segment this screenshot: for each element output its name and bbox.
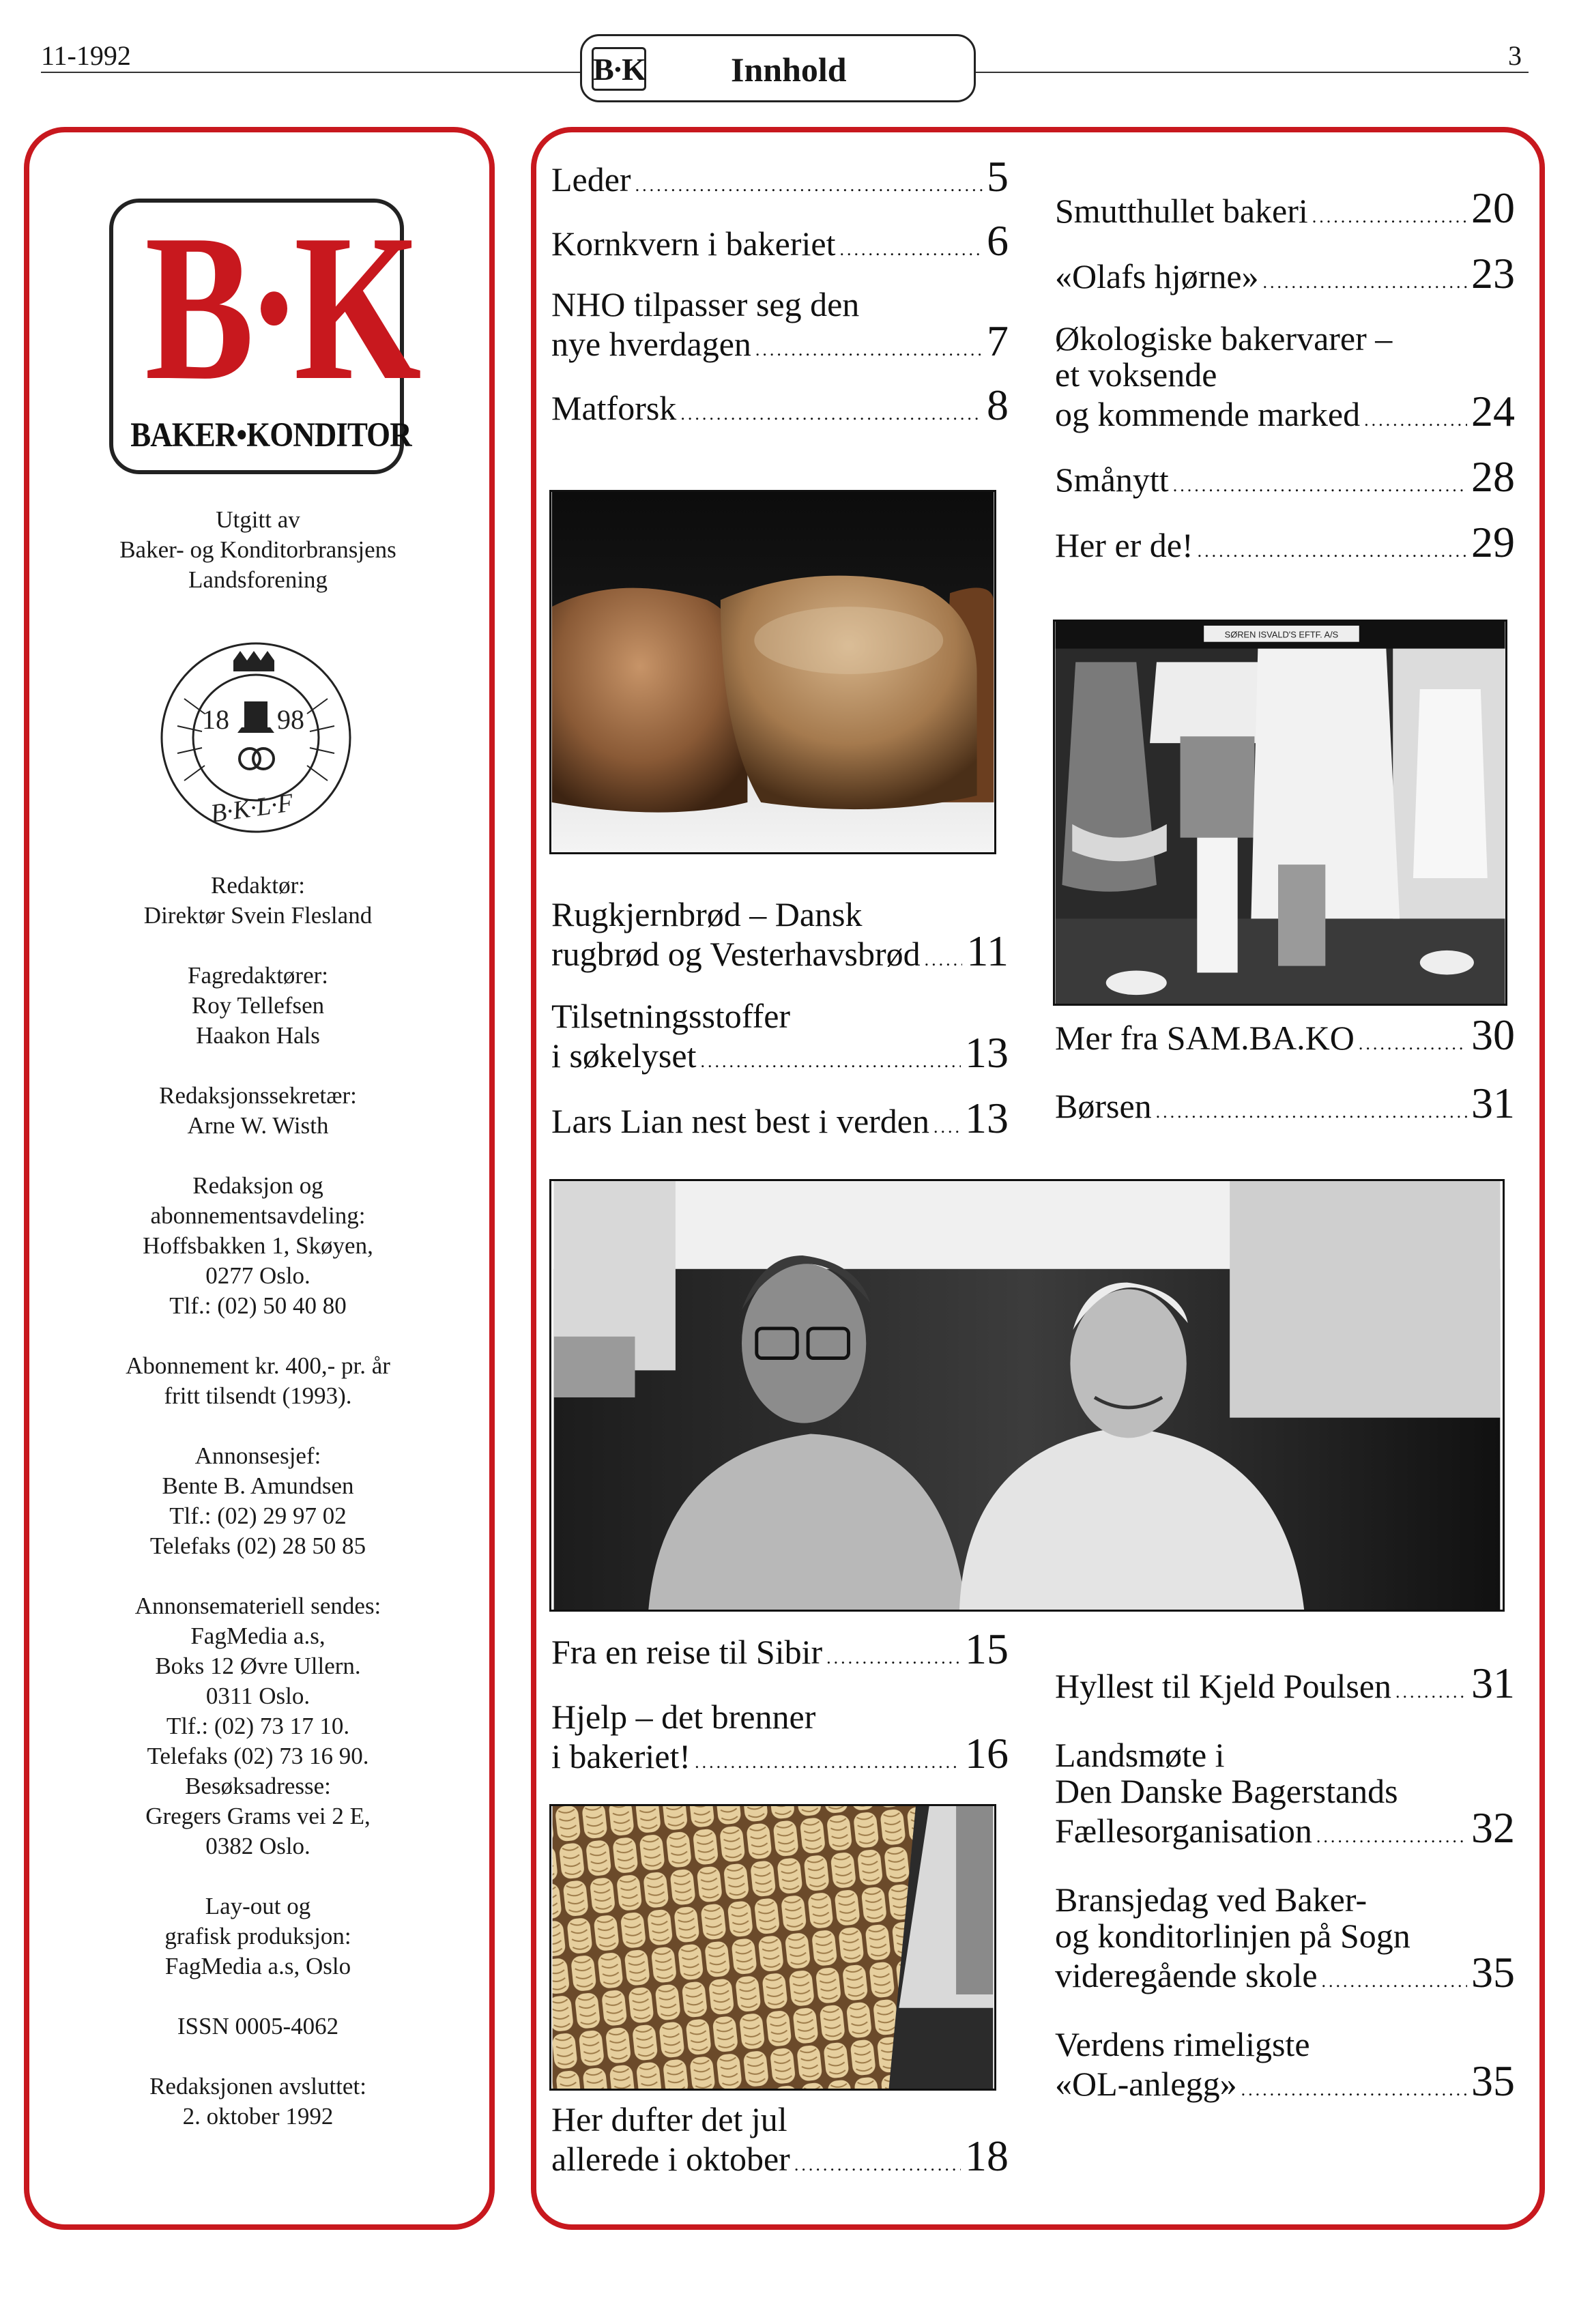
logo-subtitle: BAKER•KONDITOR <box>130 416 411 454</box>
toc-entry[interactable] <box>551 152 1009 203</box>
info-line: 0382 Oslo. <box>205 1833 310 1859</box>
info-line: Redaksjon og <box>192 1172 323 1199</box>
toc-entry-title: rugbrød og Vesterhavsbrød <box>551 935 921 973</box>
header-logo: B·K <box>592 47 646 91</box>
toc-entry[interactable] <box>1055 1011 1515 1062</box>
info-line: Hoffsbakken 1, Skøyen, <box>143 1232 373 1259</box>
toc-entry-title: Hjelp – det brenner <box>551 1698 816 1736</box>
info-line: Gregers Grams vei 2 E, <box>145 1803 371 1829</box>
info-line: abonnementsavdeling: <box>150 1202 366 1229</box>
info-line: Direktør Svein Flesland <box>143 902 373 929</box>
publisher-line: Utgitt av <box>216 506 300 533</box>
info-line: Abonnement kr. 400,- pr. år <box>126 1352 390 1379</box>
info-line: grafisk produksjon: <box>164 1923 351 1949</box>
toc-entry[interactable] <box>1055 321 1515 438</box>
toc-entry-title: NHO tilpasser seg den <box>551 285 860 323</box>
info-line: Fagredaktører: <box>187 962 329 989</box>
toc-entry-title: «Olafs hjørne» <box>1055 257 1259 295</box>
toc-entry[interactable] <box>551 2102 1009 2183</box>
emblem-initials: B·K·L·F <box>209 788 295 828</box>
info-line: 0311 Oslo. <box>205 1683 310 1709</box>
toc-entry[interactable] <box>1055 518 1515 569</box>
toc-entry-title: og kommende marked <box>1055 395 1361 433</box>
toc-entry-page: 13 <box>965 1028 1009 1077</box>
toc-entry-title: «OL-anlegg» <box>1055 2065 1237 2103</box>
info-line: Annonsesjef: <box>194 1442 321 1469</box>
toc-entry-title: Smånytt <box>1055 461 1169 499</box>
toc-entry[interactable] <box>1055 1659 1515 1710</box>
toc-entry-title: i bakeriet! <box>551 1737 691 1775</box>
info-line: 0277 Oslo. <box>205 1262 310 1289</box>
toc-entry[interactable] <box>1055 249 1515 300</box>
toc-entry-title: Matforsk <box>551 389 677 427</box>
toc-entry-page: 8 <box>987 381 1009 429</box>
bklf-emblem <box>157 637 355 838</box>
toc-entry-page: 35 <box>1471 1948 1515 1996</box>
emblem-year-left: 18 <box>202 704 229 735</box>
publisher-block <box>53 505 463 595</box>
ad-material-block <box>53 1591 463 1861</box>
info-line: FagMedia a.s, Oslo <box>164 1953 351 1979</box>
toc-entry[interactable] <box>1055 1079 1515 1130</box>
toc-entry-page: 29 <box>1471 518 1515 566</box>
toc-entry-page: 31 <box>1471 1659 1515 1707</box>
editorial-secretary-block <box>53 1081 463 1141</box>
issue-date: 11-1992 <box>41 40 131 71</box>
toc-entry-title: og konditorlinjen på Sogn <box>1055 1917 1410 1955</box>
section-title: Innhold <box>731 50 847 89</box>
toc-entry-page: 6 <box>987 216 1009 265</box>
toc-entry-title: Fra en reise til Sibir <box>551 1633 823 1671</box>
toc-entry-page: 30 <box>1471 1011 1515 1059</box>
info-line: Tlf.: (02) 29 97 02 <box>169 1502 347 1529</box>
info-line: Annonsemateriell sendes: <box>134 1593 381 1619</box>
bakery-uniforms-photo <box>1053 620 1507 1006</box>
toc-entry[interactable] <box>1055 452 1515 504</box>
toc-entry-page: 11 <box>966 927 1009 975</box>
subscription-block <box>53 1351 463 1411</box>
info-line: FagMedia a.s, <box>190 1623 325 1649</box>
toc-entry-title: Tilsetningsstoffer <box>551 997 791 1035</box>
toc-entry-title: nye hverdagen <box>551 325 751 363</box>
christmas-baking-photo <box>549 1804 996 2091</box>
toc-entry[interactable] <box>551 1625 1009 1676</box>
info-line: Telefaks (02) 73 16 90. <box>147 1743 369 1769</box>
toc-entry[interactable] <box>551 287 1009 368</box>
toc-entry-title: Lars Lian nest best i verden <box>551 1102 929 1140</box>
toc-entry-title: Økologiske bakervarer – <box>1055 319 1393 358</box>
page-number: 3 <box>1508 40 1522 71</box>
publisher-line: Landsforening <box>188 566 328 593</box>
toc-entry[interactable] <box>551 998 1009 1079</box>
toc-entry-page: 24 <box>1471 387 1515 435</box>
toc-entry-page: 13 <box>965 1094 1009 1142</box>
closing-date-block <box>53 2072 463 2132</box>
bk-logo <box>109 191 414 474</box>
info-line: fritt tilsendt (1993). <box>164 1382 352 1409</box>
toc-left-last <box>551 2102 1009 2183</box>
issn: ISSN 0005-4062 <box>177 2013 339 2039</box>
toc-entry-page: 23 <box>1471 249 1515 297</box>
toc-entry[interactable] <box>551 216 1009 267</box>
toc-right-bottom <box>1055 1659 1515 2108</box>
info-line: Bente B. Amundsen <box>162 1472 354 1499</box>
logo-letters: B·K <box>145 191 414 424</box>
toc-right-top <box>1055 184 1515 569</box>
toc-entry-title: Smutthullet bakeri <box>1055 192 1308 230</box>
toc-entry-page: 5 <box>987 152 1009 201</box>
toc-entry-title: Fællesorganisation <box>1055 1812 1312 1850</box>
toc-entry[interactable] <box>1055 1882 1515 1999</box>
emblem-year-right: 98 <box>277 704 304 735</box>
toc-entry-title: Bransjedag ved Baker- <box>1055 1880 1367 1919</box>
info-line: Tlf.: (02) 50 40 80 <box>169 1292 347 1319</box>
toc-entry[interactable] <box>1055 1737 1515 1855</box>
info-line: Roy Tellefsen <box>191 992 325 1019</box>
toc-entry[interactable] <box>551 381 1009 432</box>
toc-entry-page: 28 <box>1471 452 1515 501</box>
toc-entry-title: allerede i oktober <box>551 2140 790 2178</box>
info-line: Haakon Hals <box>196 1022 320 1049</box>
toc-entry-title: i søkelyset <box>551 1036 697 1075</box>
info-line: Redaktør: <box>210 872 306 899</box>
editor-block <box>53 871 463 931</box>
toc-entry-title: Børsen <box>1055 1087 1152 1125</box>
header-rule-right <box>976 72 1529 73</box>
toc-left-mid <box>551 897 1009 1145</box>
subject-editors-block <box>53 961 463 1051</box>
toc-entry-title: Rugkjernbrød – Dansk <box>551 895 863 933</box>
editorial-office-block <box>53 1171 463 1321</box>
info-line: Besøksadresse: <box>185 1773 331 1799</box>
toc-entry-page: 20 <box>1471 184 1515 232</box>
header-rule-left <box>41 72 580 73</box>
toc-left-bottom <box>551 1625 1009 1780</box>
toc-entry-title: Leder <box>551 160 631 199</box>
info-line: Redaksjonssekretær: <box>159 1082 357 1109</box>
section-header <box>580 34 976 102</box>
publisher-line: Baker- og Konditorbransjens <box>119 536 396 563</box>
toc-entry-title: Her dufter det jul <box>551 2100 787 2138</box>
layout-credit-block <box>53 1891 463 1981</box>
toc-entry-page: 16 <box>965 1729 1009 1777</box>
toc-entry-title: Verdens rimeligste <box>1055 2025 1310 2063</box>
info-line: Redaksjonen avsluttet: <box>149 2073 366 2100</box>
toc-entry[interactable] <box>1055 184 1515 235</box>
info-line: Arne W. Wisth <box>187 1112 329 1139</box>
toc-entry-page: 7 <box>987 317 1009 365</box>
toc-entry-page: 15 <box>965 1625 1009 1673</box>
info-line: 2. oktober 1992 <box>182 2103 334 2130</box>
toc-entry-page: 32 <box>1471 1803 1515 1852</box>
toc-left-top <box>551 152 1009 432</box>
toc-entry-title: Kornkvern i bakeriet <box>551 224 836 263</box>
toc-entry-title: videregående skole <box>1055 1956 1318 1994</box>
toc-entry[interactable] <box>551 1094 1009 1145</box>
ad-manager-block <box>53 1441 463 1561</box>
toc-entry-title: Landsmøte i <box>1055 1736 1225 1774</box>
toc-entry[interactable] <box>551 897 1009 978</box>
toc-entry-title: Mer fra SAM.BA.KO <box>1055 1019 1355 1057</box>
info-line: Boks 12 Øvre Ullern. <box>155 1653 361 1679</box>
photo-sign-text: SØREN ISVALD'S EFTF. A/S <box>1224 629 1339 640</box>
toc-right-mid <box>1055 1011 1515 1130</box>
toc-entry-title: Hyllest til Kjeld Poulsen <box>1055 1667 1392 1705</box>
toc-entry-page: 35 <box>1471 2057 1515 2105</box>
toc-entry[interactable] <box>1055 2027 1515 2108</box>
info-line: Telefaks (02) 28 50 85 <box>149 1533 366 1559</box>
info-line: Tlf.: (02) 73 17 10. <box>166 1713 350 1739</box>
toc-entry-page: 31 <box>1471 1079 1515 1127</box>
toc-entry-title: Den Danske Bagerstands <box>1055 1772 1398 1810</box>
bread-photo <box>549 490 996 854</box>
toc-entry-title: et voksende <box>1055 355 1217 394</box>
info-line: Lay-out og <box>205 1893 311 1919</box>
toc-entry-page: 18 <box>965 2132 1009 2180</box>
lars-lian-photo <box>549 1179 1505 1612</box>
toc-entry[interactable] <box>551 1699 1009 1780</box>
toc-entry-title: Her er de! <box>1055 526 1193 564</box>
